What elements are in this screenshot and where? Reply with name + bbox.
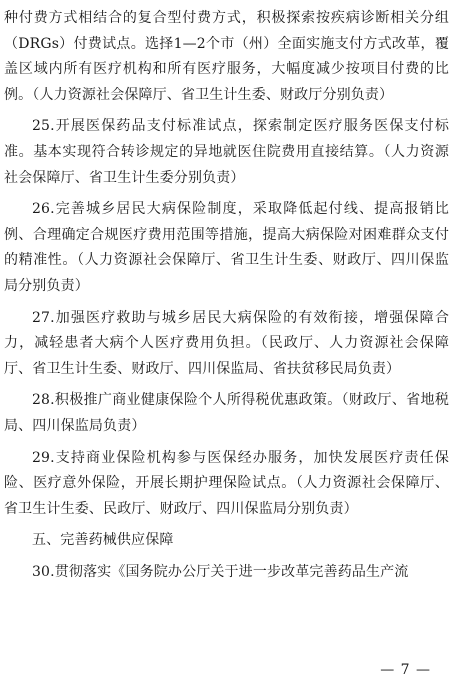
paragraph-28: 28.积极推广商业健康保险个人所得税优惠政策。（财政厅、省地税局、四川保监局负责） [4,392,449,434]
section-heading-5: 五、完善药械供应保障 [32,532,174,549]
paragraph-24-continued: 种付费方式相结合的复合型付费方式，积极探索按疾病诊断相关分组（DRGs）付费试点。选择1—2个市（州）全面实施支付方式改革，覆盖区域内所有医疗机构和所有医疗服务，大幅度减少按项目付费的比例。（人力资源社会保障厅、省卫生计生委、财政厅分别负责） [4,10,449,103]
paragraph-27: 27.加强医疗救助与城乡居民大病保险的有效衔接，增强保障合力，减轻患者大病个人医疗费用负担。（民政厅、人力资源社会保障厅、省卫生计生委、财政厅、四川保监局、省扶贫移民局负责） [4,309,449,377]
page-number: — 7 — [380,662,431,678]
document-page [4,6,449,585]
paragraph-30: 30.贯彻落实《国务院办公厅关于进一步改革完善药品生产流 [32,563,409,580]
paragraph-26: 26.完善城乡居民大病保险制度，采取降低起付线、提高报销比例、合理确定合规医疗费用范围等措施，提高大病保险对困难群众支付的精准性。（人力资源社会保障厅、省卫生计生委、财政厅、四川保监局分别负责） [4,201,449,294]
paragraph-25: 25.开展医保药品支付标准试点，探索制定医疗服务医保支付标准。基本实现符合转诊规定的异地就医住院费用直接结算。（人力资源社会保障厅、省卫生计生委分别负责） [4,118,449,186]
paragraph-29: 29.支持商业保险机构参与医保经办服务，加快发展医疗责任保险、医疗意外保险，开展长期护理保险试点。（人力资源社会保障厅、省卫生计生委、民政厅、财政厅、四川保监局分别负责） [4,449,449,517]
